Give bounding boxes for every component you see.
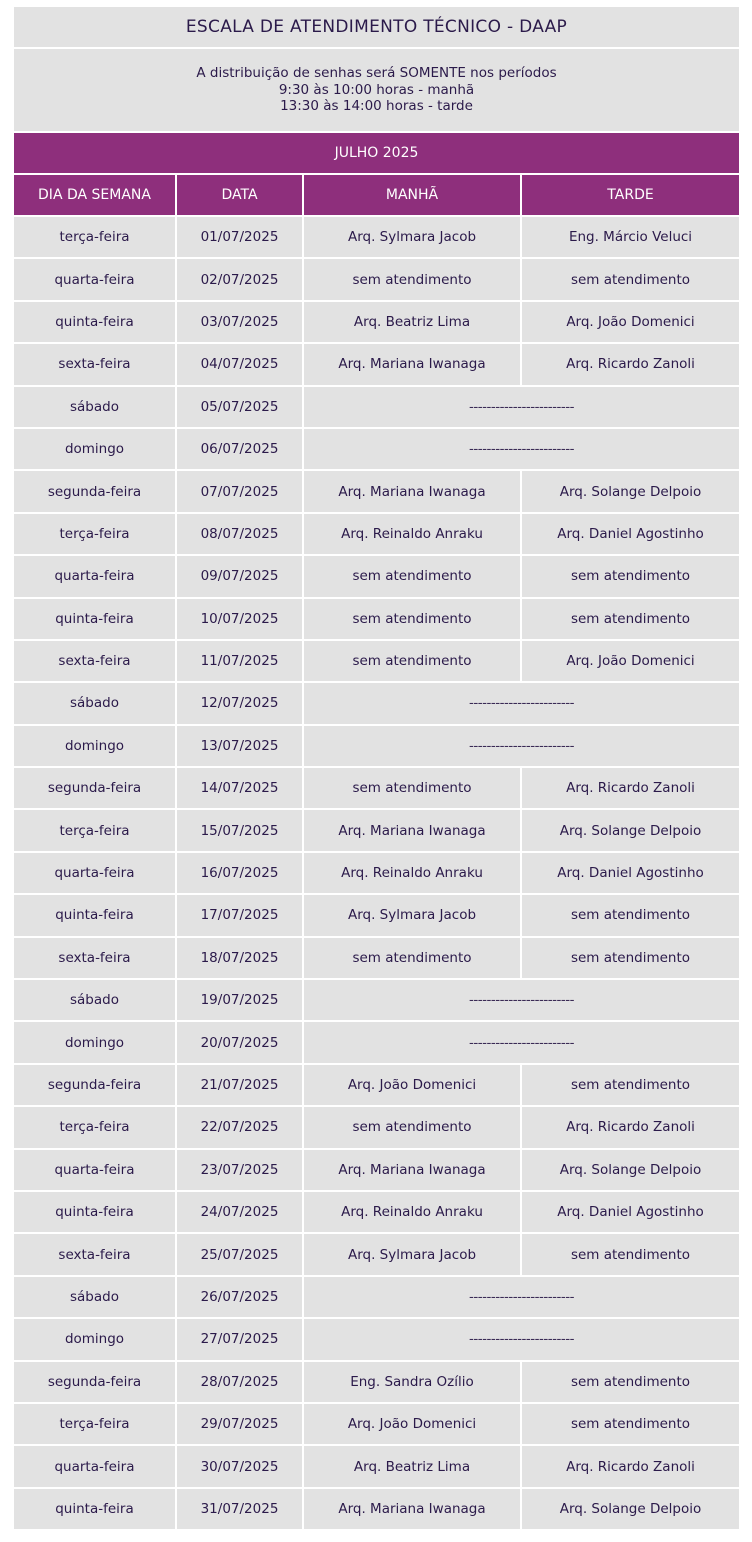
afternoon-cell: sem atendimento [521, 1361, 739, 1403]
morning-cell: Arq. Mariana Iwanaga [303, 470, 521, 512]
no-service-cell: ------------------------ [303, 725, 739, 767]
page-title: ESCALA DE ATENDIMENTO TÉCNICO - DAAP [185, 17, 568, 37]
date-cell: 07/07/2025 [176, 470, 303, 512]
day-cell: sexta-feira [14, 343, 176, 385]
morning-cell: sem atendimento [303, 598, 521, 640]
table-row [14, 555, 739, 597]
table-row [14, 1233, 739, 1275]
day-cell: terça-feira [14, 1106, 176, 1148]
day-cell: quarta-feira [14, 1445, 176, 1487]
table-row [14, 1149, 739, 1191]
date-cell: 28/07/2025 [176, 1361, 303, 1403]
column-header-afternoon: TARDE [521, 175, 739, 216]
morning-cell: sem atendimento [303, 767, 521, 809]
afternoon-cell: sem atendimento [521, 258, 739, 300]
column-header-day: DIA DA SEMANA [14, 175, 176, 216]
day-cell: quinta-feira [14, 301, 176, 343]
table-row [14, 1403, 739, 1445]
day-cell: sexta-feira [14, 1233, 176, 1275]
day-cell: terça-feira [14, 216, 176, 258]
table-row [14, 1064, 739, 1106]
date-cell: 23/07/2025 [176, 1149, 303, 1191]
day-cell: segunda-feira [14, 767, 176, 809]
date-cell: 17/07/2025 [176, 894, 303, 936]
afternoon-cell: Arq. João Domenici [521, 640, 739, 682]
day-cell: sábado [14, 386, 176, 428]
table-header-row [14, 175, 739, 216]
day-cell: sábado [14, 1276, 176, 1318]
date-cell: 14/07/2025 [176, 767, 303, 809]
table-row [14, 809, 739, 851]
date-cell: 29/07/2025 [176, 1403, 303, 1445]
date-cell: 18/07/2025 [176, 937, 303, 979]
table-row [14, 1106, 739, 1148]
date-cell: 16/07/2025 [176, 852, 303, 894]
afternoon-cell: sem atendimento [521, 937, 739, 979]
table-row [14, 258, 739, 300]
morning-cell: Arq. Reinaldo Anraku [303, 513, 521, 555]
date-cell: 15/07/2025 [176, 809, 303, 851]
morning-cell: Arq. Reinaldo Anraku [303, 1191, 521, 1233]
schedule-body [14, 216, 739, 1530]
afternoon-cell: Arq. Daniel Agostinho [521, 852, 739, 894]
morning-cell: sem atendimento [303, 1106, 521, 1148]
morning-cell: Eng. Sandra Ozílio [303, 1361, 521, 1403]
morning-cell: Arq. Sylmara Jacob [303, 216, 521, 258]
afternoon-cell: Arq. João Domenici [521, 301, 739, 343]
afternoon-cell: sem atendimento [521, 894, 739, 936]
day-cell: segunda-feira [14, 1361, 176, 1403]
day-cell: quarta-feira [14, 852, 176, 894]
table-row [14, 1021, 739, 1063]
day-cell: terça-feira [14, 1403, 176, 1445]
day-cell: domingo [14, 725, 176, 767]
afternoon-cell: Arq. Ricardo Zanoli [521, 1106, 739, 1148]
day-cell: quinta-feira [14, 598, 176, 640]
morning-cell: Arq. Sylmara Jacob [303, 894, 521, 936]
table-row [14, 1361, 739, 1403]
afternoon-cell: Arq. Solange Delpoio [521, 470, 739, 512]
afternoon-cell: Arq. Solange Delpoio [521, 1488, 739, 1530]
info-line-2: 9:30 às 10:00 horas - manhã [278, 81, 475, 98]
morning-cell: Arq. Reinaldo Anraku [303, 852, 521, 894]
column-header-date: DATA [176, 175, 303, 216]
morning-cell: Arq. João Domenici [303, 1403, 521, 1445]
day-cell: quarta-feira [14, 555, 176, 597]
day-cell: sábado [14, 682, 176, 724]
date-cell: 13/07/2025 [176, 725, 303, 767]
date-cell: 31/07/2025 [176, 1488, 303, 1530]
table-row [14, 343, 739, 385]
table-row [14, 386, 739, 428]
day-cell: quinta-feira [14, 1191, 176, 1233]
date-cell: 27/07/2025 [176, 1318, 303, 1360]
morning-cell: Arq. Beatriz Lima [303, 301, 521, 343]
table-row [14, 979, 739, 1021]
column-header-morning: MANHÃ [303, 175, 521, 216]
day-cell: quinta-feira [14, 1488, 176, 1530]
day-cell: quinta-feira [14, 894, 176, 936]
morning-cell: sem atendimento [303, 555, 521, 597]
morning-cell: sem atendimento [303, 640, 521, 682]
morning-cell: Arq. Sylmara Jacob [303, 1233, 521, 1275]
afternoon-cell: Eng. Márcio Veluci [521, 216, 739, 258]
morning-cell: Arq. Mariana Iwanaga [303, 1488, 521, 1530]
morning-cell: sem atendimento [303, 258, 521, 300]
day-cell: sexta-feira [14, 640, 176, 682]
date-cell: 26/07/2025 [176, 1276, 303, 1318]
table-row [14, 428, 739, 470]
table-row [14, 1445, 739, 1487]
afternoon-cell: Arq. Ricardo Zanoli [521, 767, 739, 809]
day-cell: domingo [14, 1318, 176, 1360]
date-cell: 22/07/2025 [176, 1106, 303, 1148]
date-cell: 20/07/2025 [176, 1021, 303, 1063]
date-cell: 01/07/2025 [176, 216, 303, 258]
date-cell: 30/07/2025 [176, 1445, 303, 1487]
table-row [14, 852, 739, 894]
info-line-3: 13:30 às 14:00 horas - tarde [280, 98, 473, 115]
table-row [14, 1488, 739, 1530]
afternoon-cell: sem atendimento [521, 555, 739, 597]
table-row [14, 725, 739, 767]
afternoon-cell: Arq. Daniel Agostinho [521, 1191, 739, 1233]
morning-cell: sem atendimento [303, 937, 521, 979]
afternoon-cell: sem atendimento [521, 598, 739, 640]
morning-cell: Arq. Beatriz Lima [303, 1445, 521, 1487]
afternoon-cell: Arq. Ricardo Zanoli [521, 1445, 739, 1487]
table-row [14, 301, 739, 343]
date-cell: 19/07/2025 [176, 979, 303, 1021]
date-cell: 06/07/2025 [176, 428, 303, 470]
morning-cell: Arq. Mariana Iwanaga [303, 1149, 521, 1191]
afternoon-cell: Arq. Daniel Agostinho [521, 513, 739, 555]
date-cell: 05/07/2025 [176, 386, 303, 428]
day-cell: terça-feira [14, 513, 176, 555]
day-cell: segunda-feira [14, 1064, 176, 1106]
no-service-cell: ------------------------ [303, 1021, 739, 1063]
day-cell: sexta-feira [14, 937, 176, 979]
table-row [14, 598, 739, 640]
afternoon-cell: Arq. Ricardo Zanoli [521, 343, 739, 385]
day-cell: sábado [14, 979, 176, 1021]
date-cell: 11/07/2025 [176, 640, 303, 682]
day-cell: domingo [14, 428, 176, 470]
day-cell: segunda-feira [14, 470, 176, 512]
info-line-1: A distribuição de senhas será SOMENTE nos períodos [196, 65, 557, 82]
date-cell: 25/07/2025 [176, 1233, 303, 1275]
afternoon-cell: sem atendimento [521, 1064, 739, 1106]
date-cell: 08/07/2025 [176, 513, 303, 555]
table-row [14, 767, 739, 809]
month-label: JULHO 2025 [334, 145, 419, 161]
no-service-cell: ------------------------ [303, 682, 739, 724]
table-row [14, 1318, 739, 1360]
date-cell: 03/07/2025 [176, 301, 303, 343]
schedule-sheet [14, 7, 739, 1531]
month-banner [14, 133, 739, 175]
no-service-cell: ------------------------ [303, 428, 739, 470]
day-cell: quarta-feira [14, 1149, 176, 1191]
table-row [14, 640, 739, 682]
date-cell: 21/07/2025 [176, 1064, 303, 1106]
info-box [14, 49, 739, 133]
no-service-cell: ------------------------ [303, 386, 739, 428]
table-row [14, 216, 739, 258]
day-cell: terça-feira [14, 809, 176, 851]
day-cell: domingo [14, 1021, 176, 1063]
table-row [14, 894, 739, 936]
date-cell: 10/07/2025 [176, 598, 303, 640]
date-cell: 12/07/2025 [176, 682, 303, 724]
schedule-table [14, 175, 739, 1531]
morning-cell: Arq. Mariana Iwanaga [303, 809, 521, 851]
afternoon-cell: Arq. Solange Delpoio [521, 809, 739, 851]
table-row [14, 937, 739, 979]
no-service-cell: ------------------------ [303, 979, 739, 1021]
table-row [14, 1191, 739, 1233]
afternoon-cell: sem atendimento [521, 1403, 739, 1445]
afternoon-cell: sem atendimento [521, 1233, 739, 1275]
table-row [14, 682, 739, 724]
date-cell: 02/07/2025 [176, 258, 303, 300]
day-cell: quarta-feira [14, 258, 176, 300]
date-cell: 04/07/2025 [176, 343, 303, 385]
morning-cell: Arq. Mariana Iwanaga [303, 343, 521, 385]
page-title-box [14, 7, 739, 49]
table-row [14, 470, 739, 512]
date-cell: 24/07/2025 [176, 1191, 303, 1233]
afternoon-cell: Arq. Solange Delpoio [521, 1149, 739, 1191]
table-row [14, 513, 739, 555]
no-service-cell: ------------------------ [303, 1276, 739, 1318]
table-row [14, 1276, 739, 1318]
no-service-cell: ------------------------ [303, 1318, 739, 1360]
date-cell: 09/07/2025 [176, 555, 303, 597]
morning-cell: Arq. João Domenici [303, 1064, 521, 1106]
